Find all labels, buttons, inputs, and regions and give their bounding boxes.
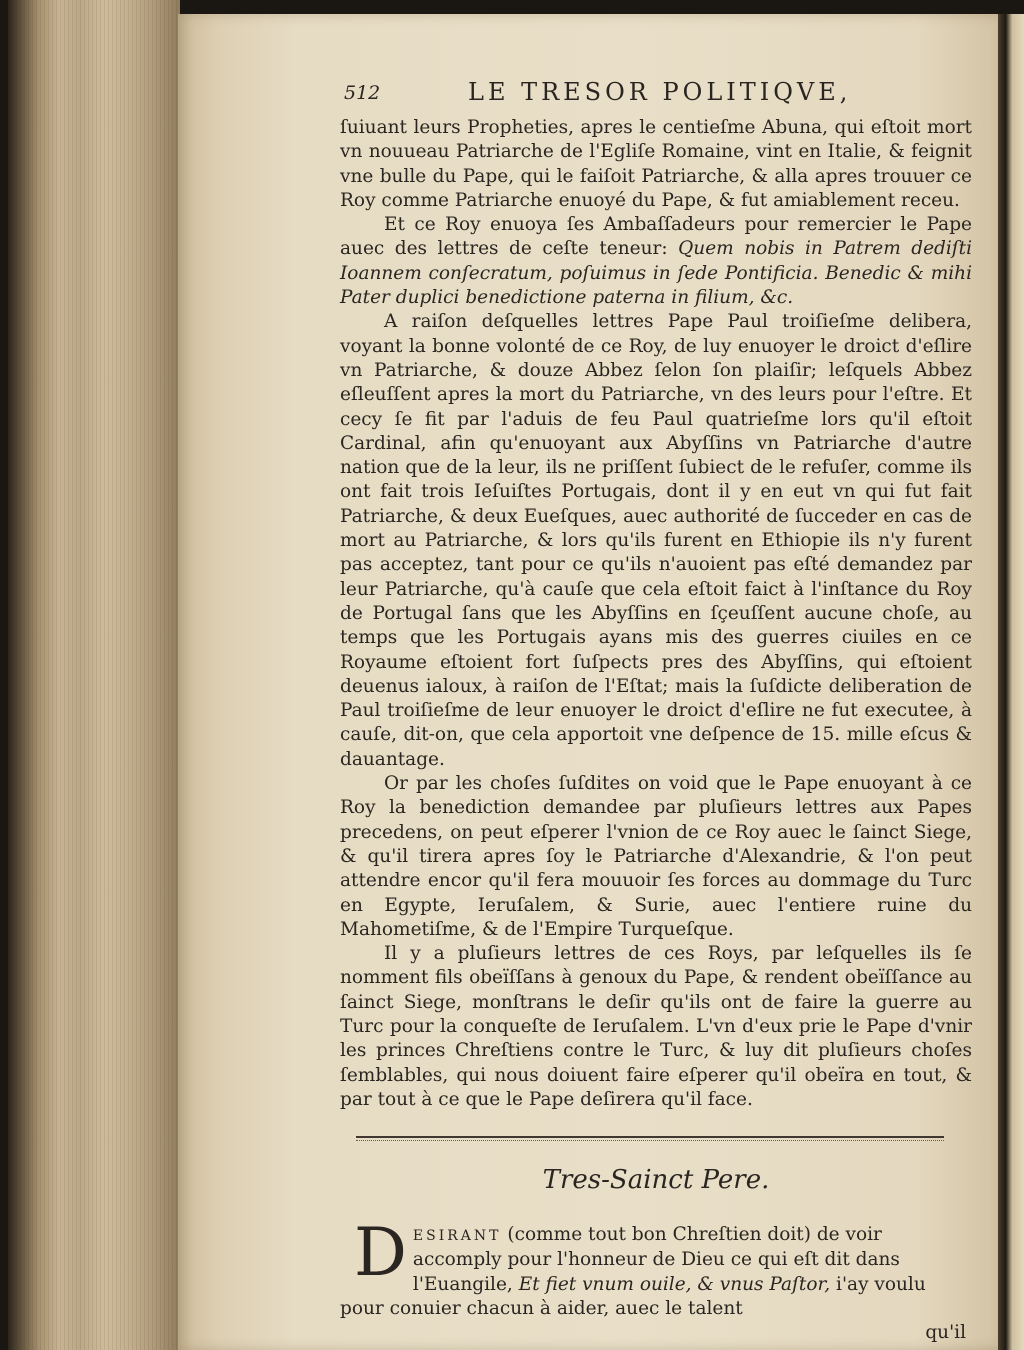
drop-capital: D [354,1214,407,1292]
paragraph-3: A raiſon deſquelles lettres Pape Paul troiſieſme delibera, voyant la bonne volonté de ce Roy, de luy enuoyer le droict d'eſlire vn Patriarche, & douze Abbez ſelon ſon plaiſir; leſquels Abbez eſleuſſent apres la mort du Patriarche, vn des leurs pour l'eſtre. Et cecy ſe fit par l'aduis de feu Paul quatrieſme lors qu'il eſtoit Cardinal, afin qu'enuoyant aux Abyſſins vn Patriarche d'autre nation que de la leur, ils ne priſſent ſubiect de le refuſer, comme ils ont fait trois Ieſuiſtes Portugais, dont il y en eut vn qui fut fait Patriarche, & deux Eueſques, auec authorité de ſucceder en cas de mort au Patriarche, & lors qu'ils furent en Ethiopie ils n'y furent pas acceptez, tant pour ce qu'ils n'auoient pas eſté demandez par leur Patriarche, qu'à cauſe que cela eſtoit faict à l'inſtance du Roy de Portugal ſans que les Abyſſins en ſçeuſſent aucune choſe, au temps que les Portugais ayans mis des guerres ciuiles en ce Royaume eſtoient fort ſuſpects pres des Abyſſins, qui eſtoient deuenus ialoux, à raiſon de l'Eſtat; mais la ſuſdicte deliberation de Paul troiſieſme de leur enuoyer le droict d'eſlire ne fut executee, à cauſe, dit-on, que cela apportoit vne deſpence de 15. mille eſcus & dauantage. [340,311,972,770]
gutter [998,14,1024,1350]
page-edges [8,0,180,1350]
section-heading: Tres-Sainct Pere. [542,1165,770,1196]
section-rule [356,1136,944,1138]
letter-text: (comme tout bon Chreſtien doit) de voir accomply pour l'honneur de Dieu ce qui eſt dit dans l'Euangile, [412,1224,900,1295]
page-number: 512 [344,82,381,104]
running-title: LE TRESOR POLITIQVE, [468,78,852,106]
paragraph-1: ſuiuant leurs Propheties, apres le centieſme Abuna, qui eſtoit mort vn nouueau Patriarche de l'Egliſe Romaine, vint en Italie, & feignit vne bulle du Pape, qui le faiſoit Patriarche, & alla apres trouuer ce Roy comme Patriarche enuoyé du Pape, & fut amiablement receu. [340,117,972,211]
catchword: qu'il [925,1322,966,1344]
paragraph-2 [340,213,972,310]
letter-paragraph [340,1214,972,1321]
paragraph-5: Il y a pluſieurs lettres de ces Roys, par leſquelles ils ſe nomment fils obeïſſans à genoux du Pape, & rendent obeïſſance au ſainct Siege, monſtrans le deſir qu'ils ont de faire la guerre au Turc pour la conqueſte de Ieruſalem. L'vn d'eux prie le Pape d'vnir les princes Chreſtiens contre le Turc, & luy dit pluſieurs choſes ſemblables, qui nous doiuent faire eſperer qu'il obeïra en tout, & par tout à ce que le Pape deſirera qu'il face. [340,943,972,1110]
paragraph-2-text: Et ce Roy enuoya ſes Ambaſſadeurs pour remercier le Pape auec des lettres de ceſte teneur: [340,214,972,260]
section-rule-dotted [356,1140,944,1141]
letter-text-2: i'ay voulu pour conuier chacun à aider, auec le talent [340,1273,926,1320]
text-block [340,76,972,1345]
letter-opening-word: ESIRANT [412,1228,502,1245]
latin-quote: Quem nobis in Patrem dediſti Ioannem conſecratum, poſuimus in ſede Pontificia. Benedic & mihi Pater duplici benedictione paterna in filium, &c. [340,238,972,309]
paragraph-4: Or par les choſes ſuſdites on void que le Pape enuoyant à ce Roy la benediction demandee par pluſieurs lettres aux Papes precedens, on peut eſperer l'vnion de ce Roy auec le ſainct Siege, & qu'il tirera apres ſoy le Patriarche d'Alexandrie, & l'on peut attendre encor qu'il fera mouuoir ſes forces au dommage du Turc en Egypte, Ieruſalem, & Surie, auec l'entiere ruine du Mahometiſme, & de l'Empire Turqueſque. [340,773,972,940]
letter-latin: Et fiet vnum ouile, & vnus Paſtor, [518,1273,831,1295]
running-head [340,76,972,116]
